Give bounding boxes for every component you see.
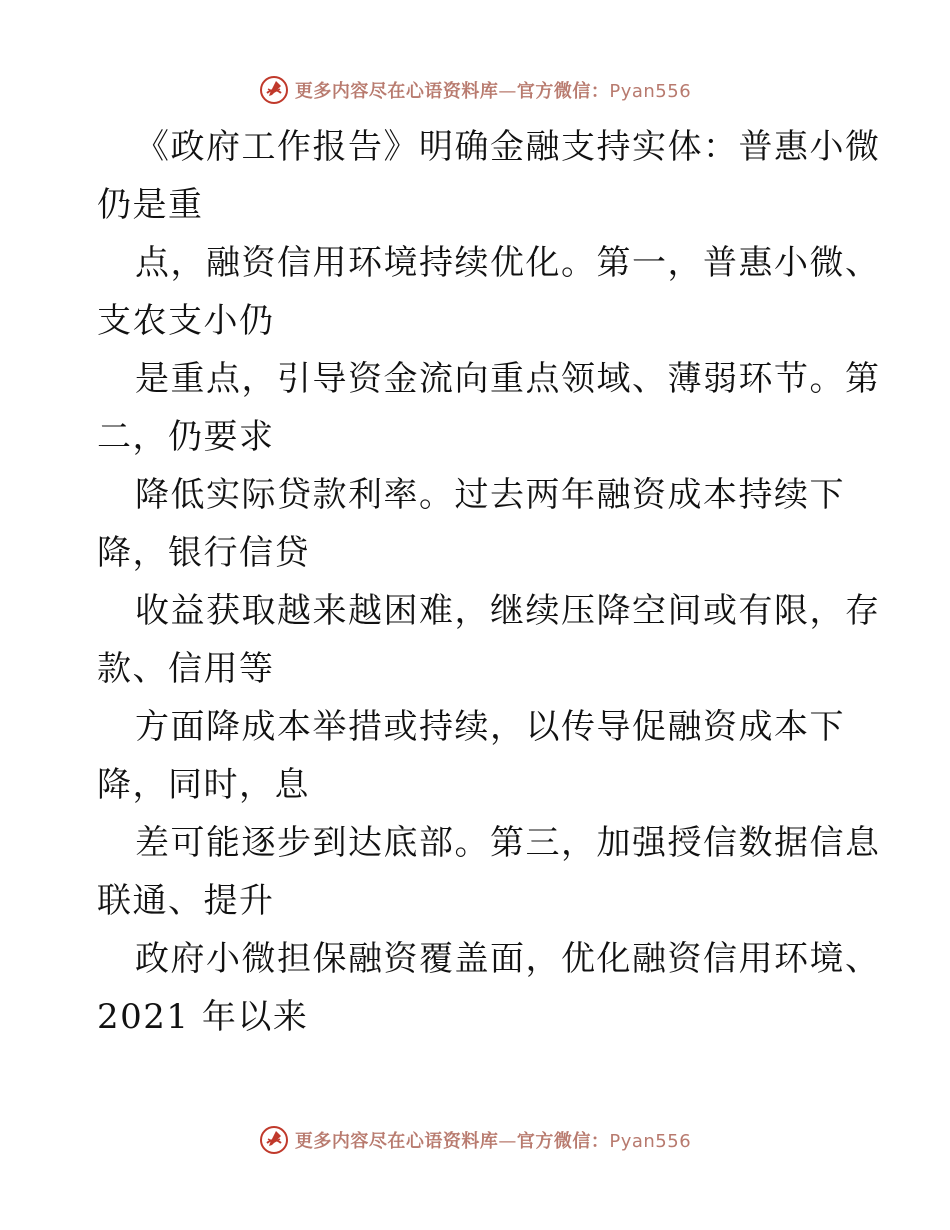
text-line: 2021 年以来 [97, 997, 309, 1037]
footer-watermark [0, 1123, 950, 1157]
text-line: 支农支小仍 [97, 301, 275, 341]
book-pen-logo-icon [259, 1125, 289, 1155]
text-line: 款、信用等 [97, 649, 275, 689]
text-line: 降低实际贷款利率。过去两年融资成本持续下 [135, 475, 845, 515]
text-line: 政府小微担保融资覆盖面，优化融资信用环境、 [135, 939, 881, 979]
watermark-text: 更多内容尽在心语资料库—官方微信：Pyan556 [294, 1131, 692, 1152]
book-pen-logo-icon [259, 75, 289, 105]
text-line: 点，融资信用环境持续优化。第一，普惠小微、 [135, 243, 881, 283]
text-line: 二，仍要求 [97, 417, 275, 457]
text-line: 是重点，引导资金流向重点领域、薄弱环节。第 [135, 359, 881, 399]
document-body [97, 118, 881, 1046]
paragraph [97, 118, 881, 1046]
text-line: 仍是重 [97, 185, 204, 225]
text-line: 方面降成本举措或持续，以传导促融资成本下 [135, 707, 845, 747]
text-line: 联通、提升 [97, 881, 275, 921]
text-line: 《政府工作报告》明确金融支持实体：普惠小微 [135, 127, 881, 167]
text-line: 收益获取越来越困难，继续压降空间或有限，存 [135, 591, 881, 631]
text-line: 降，银行信贷 [97, 533, 310, 573]
header-watermark [0, 73, 950, 107]
text-line: 差可能逐步到达底部。第三，加强授信数据信息 [135, 823, 881, 863]
watermark-text: 更多内容尽在心语资料库—官方微信：Pyan556 [294, 81, 692, 102]
text-line: 降，同时，息 [97, 765, 310, 805]
